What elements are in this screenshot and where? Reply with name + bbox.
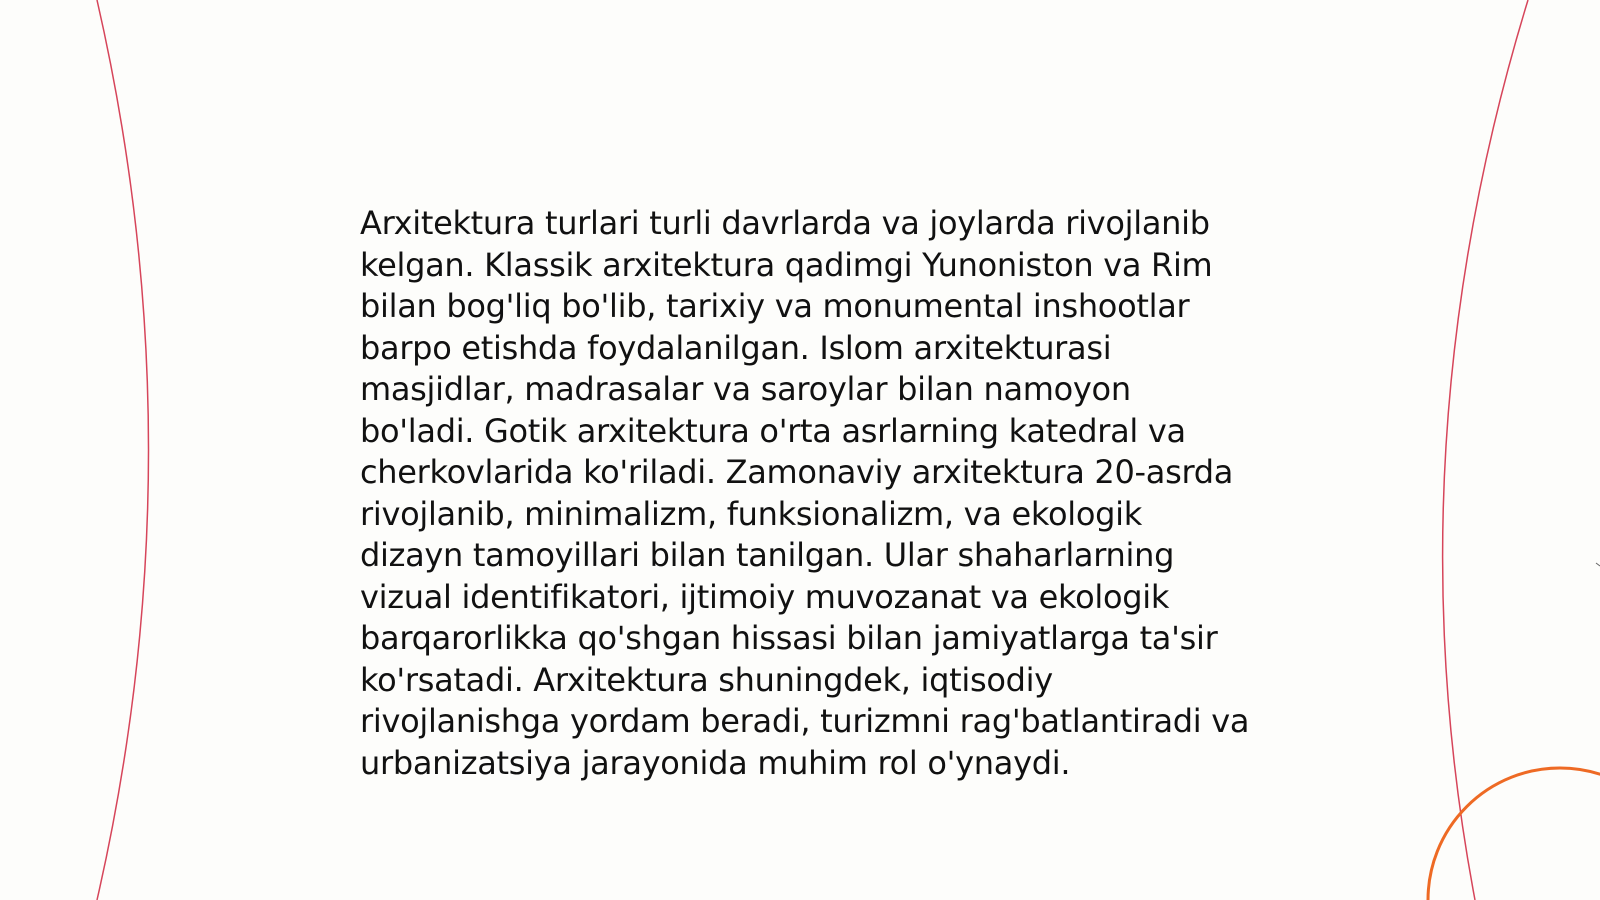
slide-body-text: Arxitektura turlari turli davrlarda va joylarda rivojlanib kelgan. Klassik arxitektura qadimgi Yunoniston va Rim bilan bog'liq bo'lib, tarixiy va monumental inshootlar barpo etishda foydalanilgan. Islom arxitekturasi masjidlar, madrasalar va saroylar bilan namoyon bo'ladi. Gotik arxitektura o'rta asrlarning katedral va cherkovlarida ko'riladi. Zamonaviy arxitektura 20-asrda rivojlanib, minimalizm, funksionalizm, va ekologik dizayn tamoyillari bilan tanilgan. Ular shaharlarning vizual identifikatori, ijtimoiy muvozanat va ekologik barqarorlikka qo'shgan hissasi bilan jamiyatlarga ta'sir ko'rsatadi. Arxitektura shuningdek, iqtisodiy rivojlanishga yordam beradi, turizmni rag'batlantiradi va urbanizatsiya jarayonida muhim rol o'ynaydi. [360,204,1250,782]
right-curve-line [1443,0,1528,900]
left-curve-line [97,0,149,900]
corner-circle-arc [1428,768,1600,900]
right-edge-tick [1596,563,1600,566]
